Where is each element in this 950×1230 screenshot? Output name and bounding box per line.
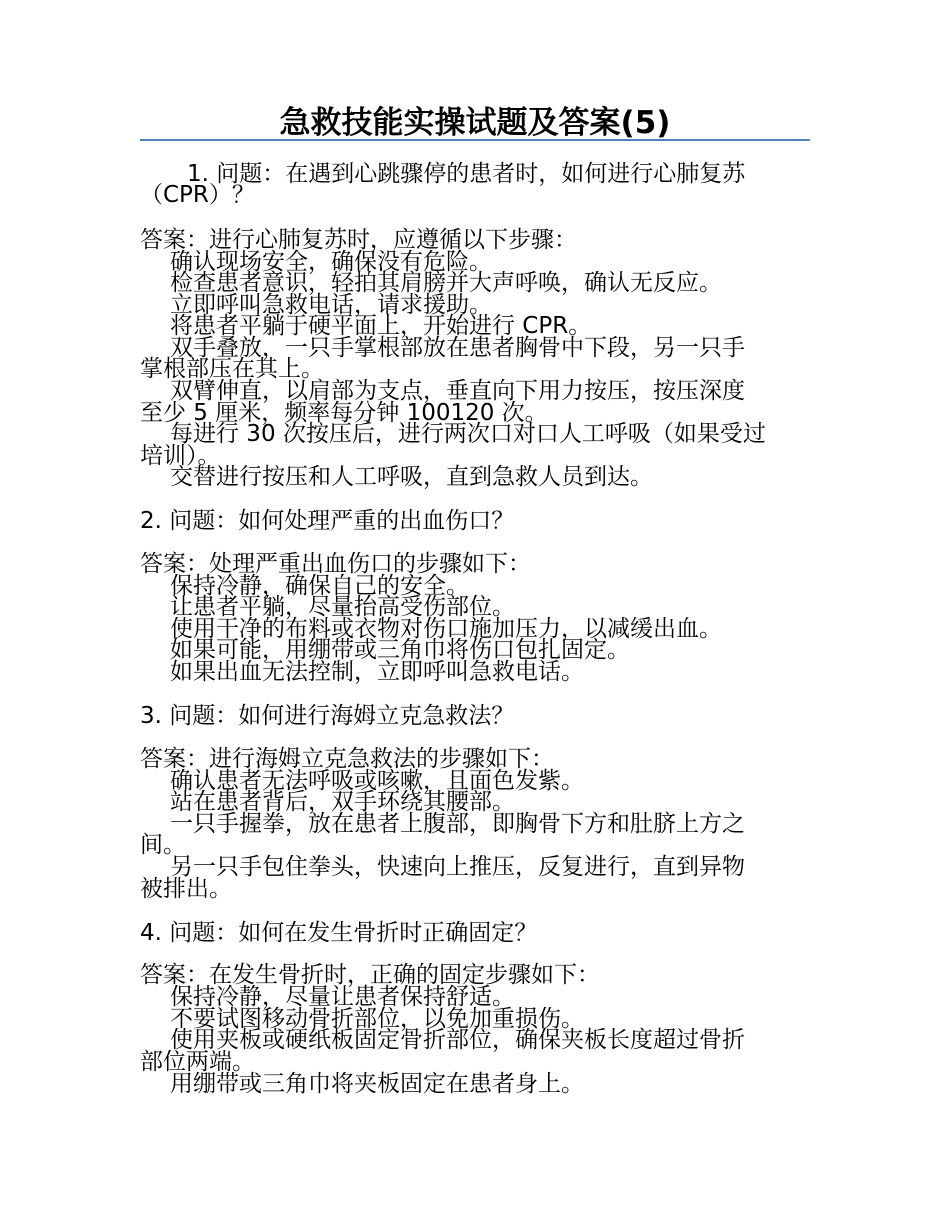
answer-4-intro: 答案：在发生骨折时，正确的固定步骤如下： [140, 962, 600, 988]
answer-3-step: 一只手握拳，放在患者上腹部，即胸骨下方和肚脐上方之 [170, 811, 745, 837]
answer-2-step: 让患者平躺，尽量抬高受伤部位。 [170, 594, 515, 620]
answer-1-step: 交替进行按压和人工呼吸，直到急救人员到达。 [170, 464, 653, 490]
answer-2-step: 使用干净的布料或衣物对伤口施加压力，以减缓出血。 [170, 616, 722, 642]
question-1-cont: （CPR）？ [140, 182, 255, 208]
answer-1-intro: 答案：进行心肺复苏时，应遵循以下步骤： [140, 227, 577, 253]
answer-3-step-cont: 间。 [140, 832, 186, 858]
question-3: 3. 问题：如何进行海姆立克急救法？ [140, 703, 515, 729]
answer-1-step: 确认现场安全，确保没有危险。 [170, 249, 492, 275]
answer-3-intro: 答案：进行海姆立克急救法的步骤如下： [140, 746, 554, 772]
answer-3-step: 确认患者无法呼吸或咳嗽，且面色发紫。 [170, 768, 584, 794]
answer-3-step-cont: 被排出。 [140, 876, 232, 902]
answer-1-step: 将患者平躺于硬平面上，开始进行 CPR。 [170, 313, 592, 339]
answer-4-step: 用绷带或三角巾将夹板固定在患者身上。 [170, 1071, 584, 1097]
title-underline [140, 139, 810, 141]
page-title: 急救技能实操试题及答案(5) [279, 105, 671, 141]
answer-1-step: 立即呼叫急救电话，请求援助。 [170, 292, 492, 318]
answer-3-step: 站在患者背后，双手环绕其腰部。 [170, 789, 515, 815]
question-1: 1. 问题：在遇到心跳骤停的患者时，如何进行心肺复苏 [187, 161, 746, 187]
answer-2-step: 保持冷静，确保自己的安全。 [170, 573, 469, 599]
answer-4-step-cont: 部位两端。 [140, 1049, 255, 1075]
answer-1-step-cont: 培训）。 [140, 443, 221, 469]
answer-2-step: 如果可能，用绷带或三角巾将伤口包扎固定。 [170, 637, 630, 663]
answer-1-step: 检查患者意识，轻拍其肩膀并大声呼唤，确认无反应。 [170, 270, 722, 296]
answer-1-step: 双手叠放，一只手掌根部放在患者胸骨中下段，另一只手 [170, 335, 745, 361]
answer-4-step: 保持冷静，尽量让患者保持舒适。 [170, 984, 515, 1010]
answer-1-step: 双臂伸直，以肩部为支点，垂直向下用力按压，按压深度 [170, 378, 745, 404]
answer-2-intro: 答案：处理严重出血伤口的步骤如下： [140, 551, 531, 577]
answer-3-step: 另一只手包住拳头，快速向上推压，反复进行，直到异物 [170, 854, 745, 880]
answer-2-step: 如果出血无法控制，立即呼叫急救电话。 [170, 659, 584, 685]
answer-1-step: 每进行 30 次按压后，进行两次口对口人工呼吸（如果受过 [170, 421, 766, 447]
answer-4-step: 使用夹板或硬纸板固定骨折部位，确保夹板长度超过骨折 [170, 1027, 745, 1053]
answer-4-step: 不要试图移动骨折部位，以免加重损伤。 [170, 1006, 584, 1032]
question-2: 2. 问题：如何处理严重的出血伤口？ [140, 508, 515, 534]
answer-1-step-cont: 至少 5 厘米，频率每分钟 100120 次。 [140, 400, 548, 426]
question-4: 4. 问题：如何在发生骨折时正确固定？ [140, 920, 538, 946]
answer-1-step-cont: 掌根部压在其上。 [140, 356, 324, 382]
